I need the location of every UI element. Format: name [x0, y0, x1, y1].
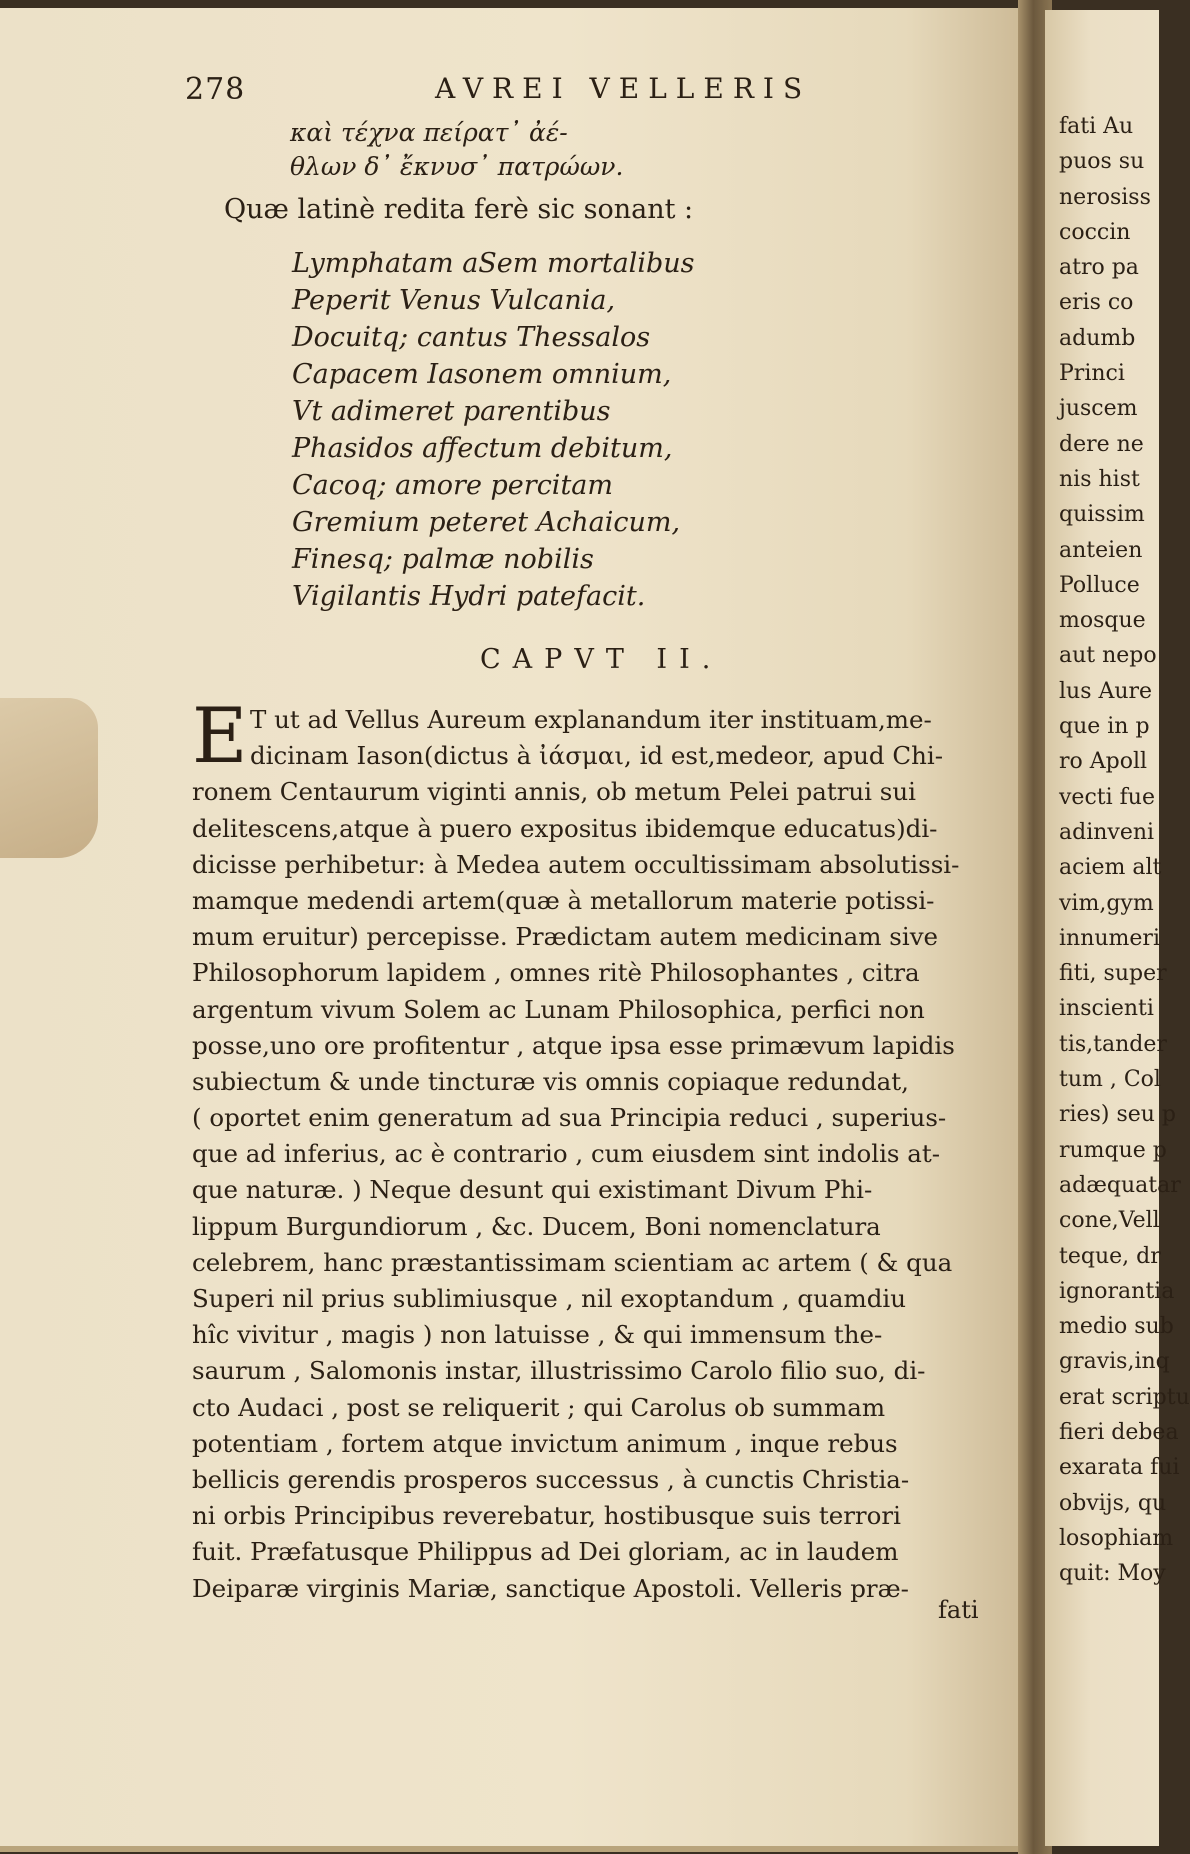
right-line: gravis,inq	[1059, 1349, 1170, 1375]
verse-line: Docuitq; cantus Thessalos	[292, 322, 651, 353]
right-line: tis,tander	[1059, 1031, 1167, 1057]
body-line: Deiparæ virginis Mariæ, sanctique Apostoli. Velleris præ-	[192, 1573, 909, 1603]
page-number: 278	[185, 72, 246, 107]
right-line: adinveni	[1059, 819, 1155, 845]
body-line: que naturæ. ) Neque desunt qui existimant Divum Phi-	[192, 1175, 873, 1205]
right-line: que in p	[1059, 714, 1150, 740]
body-line: argentum vivum Solem ac Lunam Philosophica, perfici non	[192, 994, 925, 1024]
right-line: quissim	[1059, 502, 1145, 528]
right-line: aut nepo	[1059, 643, 1157, 669]
right-line: ries) seu p	[1059, 1102, 1176, 1128]
latin-intro-line: Quæ latinè redita ferè sic sonant :	[224, 194, 694, 225]
right-line: coccin	[1059, 219, 1131, 245]
body-line: delitescens,atque à puero expositus ibidemque educatus)di-	[192, 813, 938, 843]
right-line: cone,Vell	[1059, 1208, 1160, 1234]
page-header	[185, 72, 1005, 112]
body-line: subiectum & unde tincturæ vis omnis copiaque redundat,	[192, 1066, 909, 1096]
body-line: hîc vivitur , magis ) non latuisse , & qui immensum the-	[192, 1320, 883, 1350]
body-line: Superi nil prius sublimiusque , nil exoptandum , quamdiu	[192, 1284, 907, 1313]
right-line: puos su	[1059, 149, 1145, 175]
chapter-heading: CAPVT II.	[480, 644, 723, 675]
right-line: nis hist	[1059, 466, 1140, 492]
body-line: celebrem, hanc præstantissimam scientiam ac artem ( & qua	[192, 1247, 953, 1277]
right-line: tum , Col	[1059, 1067, 1161, 1093]
body-line: Philosophorum lapidem , omnes ritè Philosophantes , citra	[192, 958, 920, 988]
verse-line: Phasidos affectum debitum,	[292, 433, 673, 464]
body-line: ( oportet enim generatum ad sua Principia reduci , superius-	[192, 1103, 947, 1133]
body-line: saurum , Salomonis instar, illustrissimo Carolo filio suo, di-	[192, 1356, 926, 1386]
body-line: dicinam Iason(dictus à ἰάσμαι, id est,medeor, apud Chi-	[250, 741, 944, 771]
body-line: que ad inferius, ac è contrario , cum eiusdem sint indolis at-	[192, 1139, 941, 1169]
right-line: obvijs, qu	[1059, 1490, 1167, 1516]
right-line: exarata fui	[1059, 1455, 1180, 1481]
verse-line: Peperit Venus Vulcania,	[292, 285, 616, 316]
verse-line: Vt adimeret parentibus	[292, 396, 611, 427]
body-line: mum eruitur) percepisse. Prædictam autem medicinam sive	[192, 922, 939, 952]
right-line: aciem alt	[1059, 855, 1162, 881]
right-line: fieri debea	[1059, 1419, 1179, 1445]
right-line: eris co	[1059, 290, 1134, 316]
right-line: adæquatar	[1059, 1172, 1181, 1198]
greek-line-1: καὶ τέχνα πείρατ᾽ ἀέ-	[290, 118, 568, 147]
greek-line-2: θλων δ᾽ ἔκνυσ᾽ πατρώων.	[290, 152, 624, 181]
right-line: rumque p	[1059, 1137, 1167, 1163]
right-line: vecti fue	[1059, 784, 1155, 810]
right-line: innumeri	[1059, 925, 1160, 951]
right-line: Polluce	[1059, 572, 1140, 598]
right-line: Princi	[1059, 361, 1125, 387]
body-paragraph	[192, 702, 984, 1607]
body-line: ni orbis Principibus reverebatur, hostibusque suis terrori	[192, 1501, 901, 1531]
right-line: atro pa	[1059, 255, 1139, 281]
verse-line: Vigilantis Hydri patefacit.	[292, 581, 646, 612]
right-line: mosque	[1059, 608, 1146, 634]
verse-line: Cacoq; amore percitam	[292, 470, 613, 501]
right-line: nerosiss	[1059, 184, 1151, 210]
latin-verse	[292, 248, 694, 618]
right-line: fiti, super	[1059, 961, 1167, 987]
right-line: lus Aure	[1059, 678, 1153, 704]
body-line: cto Audaci , post se reliquerit ; qui Carolus ob summam	[192, 1392, 886, 1422]
body-line: fuit. Præfatusque Philippus ad Dei gloriam, ac in laudem	[192, 1537, 899, 1567]
left-page	[0, 8, 1030, 1852]
verse-line: Capacem Iasonem omnium,	[292, 359, 672, 390]
right-line: adumb	[1059, 325, 1136, 351]
right-line: ignorantia	[1059, 1278, 1175, 1304]
verse-line: Gremium peteret Achaicum,	[292, 507, 681, 538]
right-line: juscem	[1059, 396, 1138, 422]
right-line: teque, dr	[1059, 1243, 1161, 1269]
right-line: medio sub	[1059, 1314, 1174, 1340]
body-line: lippum Burgundiorum , &c. Ducem, Boni nomenclatura	[192, 1211, 881, 1241]
body-line: dicisse perhibetur: à Medea autem occultissimam absolutissi-	[192, 849, 960, 879]
right-line: anteien	[1059, 537, 1143, 563]
body-line: mamque medendi artem(quæ à metallorum materie potissi-	[192, 885, 935, 915]
right-line: inscienti	[1059, 996, 1154, 1022]
verse-line: Lymphatam aSem mortalibus	[292, 248, 695, 279]
right-line: erat scriptu	[1059, 1384, 1190, 1410]
body-line: T ut ad Vellus Aureum explanandum iter instituam,me-	[250, 705, 932, 734]
right-line: losophiam	[1059, 1525, 1174, 1551]
right-line: dere ne	[1059, 431, 1144, 457]
drop-cap: E	[192, 691, 248, 780]
right-line: vim,gym	[1059, 890, 1154, 916]
body-line: posse,uno ore profitentur , atque ipsa esse primævum lapidis	[192, 1030, 955, 1060]
right-page-lines	[1059, 114, 1190, 1596]
right-line: quit: Moy	[1059, 1561, 1166, 1587]
running-head: AVREI VELLERIS	[435, 72, 812, 105]
right-line: fati Au	[1059, 114, 1134, 139]
right-line: ro Apoll	[1059, 749, 1148, 775]
body-line: bellicis gerendis prosperos successus , à cunctis Christia-	[192, 1464, 910, 1494]
right-page-fragment	[1045, 10, 1190, 1846]
page-tab-marker	[0, 698, 98, 858]
verse-line: Finesq; palmæ nobilis	[292, 544, 594, 575]
catchword: fati	[938, 1596, 979, 1624]
body-line: potentiam , fortem atque invictum animum , inque rebus	[192, 1428, 898, 1458]
body-line: ronem Centaurum viginti annis, ob metum Pelei patrui sui	[192, 777, 916, 807]
